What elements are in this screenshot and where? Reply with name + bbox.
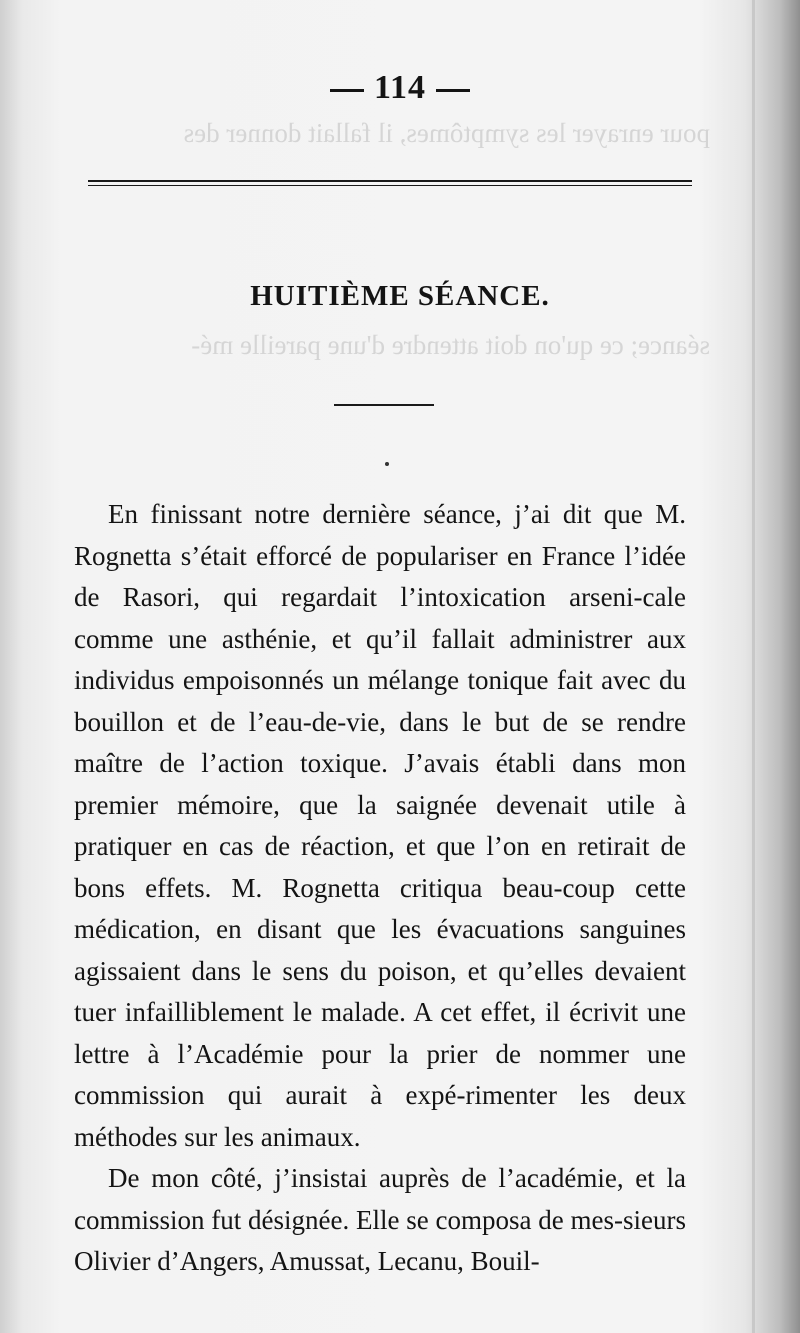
header-dash-right bbox=[436, 89, 470, 92]
chapter-title: HUITIÈME SÉANCE. bbox=[250, 280, 550, 312]
header-rule-thin bbox=[88, 185, 692, 186]
title-rule bbox=[334, 404, 434, 406]
bleed-through-text: pour enrayer les symptômes, il fallait donner des bbox=[183, 118, 710, 148]
ink-dot bbox=[385, 462, 389, 466]
bleed-through-text: séance; ce qu'on doit attendre d'une pareille mé- bbox=[191, 330, 710, 360]
header-dash-left bbox=[330, 89, 364, 92]
page-header bbox=[0, 66, 800, 110]
paragraph: En finissant notre dernière séance, j’ai dit que M. Rognetta s’était efforcé de populariser en France l’idée de Rasori, qui regardait l’intoxication arseni-cale comme une asthénie, et qu’il fallait administrer aux individus empoisonnés un mélange tonique fait avec du bouillon et de l’eau-de-vie, dans le but de se rendre maître de l’action toxique. J’avais établi dans mon premier mémoire, que la saignée devenait utile à pratiquer en cas de réaction, et que l’on en retirait de bons effets. M. Rognetta critiqua beau-coup cette médication, en disant que les évacuations sanguines agissaient dans le sens du poison, et qu’elles devaient tuer infailliblement le malade. A cet effet, il écrivit une lettre à l’Académie pour la prier de nommer une commission qui aurait à expé-rimenter les deux méthodes sur les animaux. bbox=[74, 499, 686, 1152]
page-edge-shadow bbox=[752, 0, 755, 1333]
header-rule bbox=[88, 180, 692, 182]
paragraph: De mon côté, j’insistai auprès de l’académie, et la commission fut désignée. Elle se composa de mes-sieurs Olivier d’Angers, Amussat, Lecanu, Bouil- bbox=[74, 1163, 686, 1276]
body-text bbox=[74, 494, 686, 1283]
page-number: 114 bbox=[373, 69, 427, 106]
